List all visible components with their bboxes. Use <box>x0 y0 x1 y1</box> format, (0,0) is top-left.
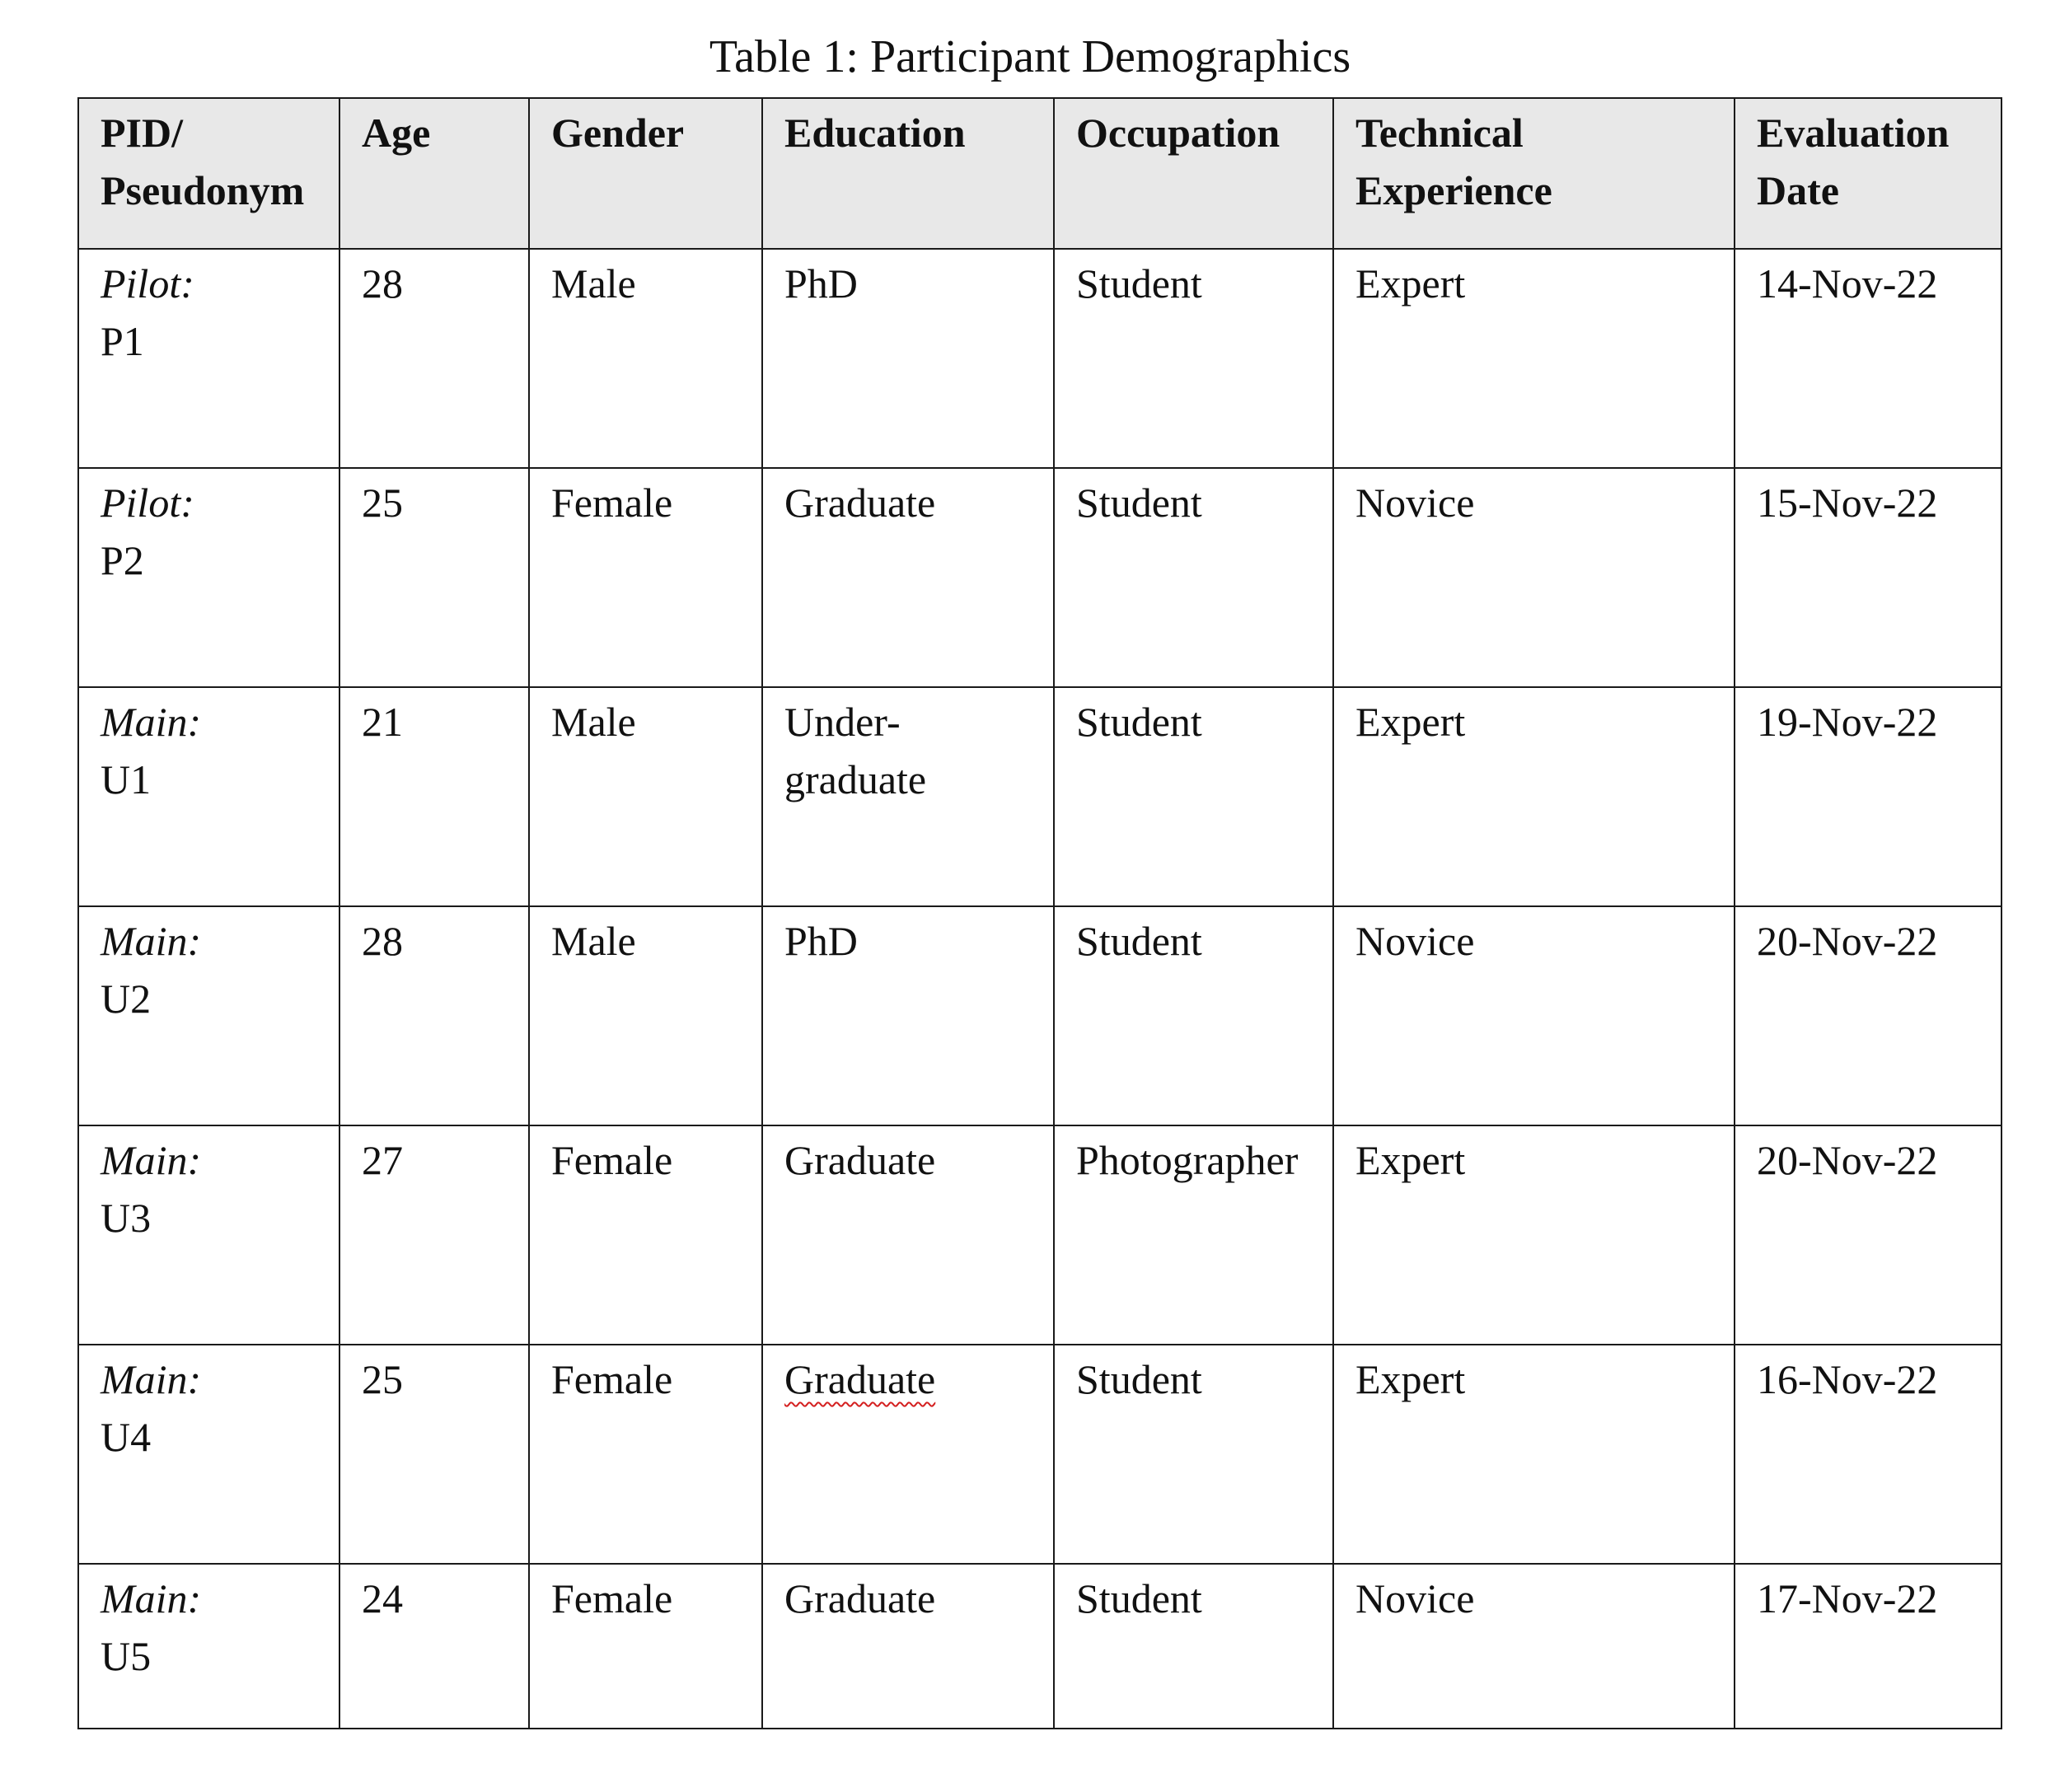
cell-occupation: Student <box>1054 249 1333 468</box>
cell-experience: Expert <box>1333 1125 1735 1345</box>
cell-occupation: Student <box>1054 1345 1333 1564</box>
cell-age: 24 <box>339 1564 529 1729</box>
cell-gender: Male <box>529 906 762 1125</box>
cell-gender: Female <box>529 1345 762 1564</box>
table-row <box>78 687 2001 906</box>
cell-age: 25 <box>339 468 529 687</box>
table-row <box>78 1564 2001 1729</box>
cell-pseudonym: U4 <box>101 1414 152 1460</box>
cell-date: 20-Nov-22 <box>1735 906 2001 1125</box>
cell-occupation: Photographer <box>1054 1125 1333 1345</box>
cell-pid <box>78 906 339 1125</box>
cell-occupation: Student <box>1054 468 1333 687</box>
cell-occupation: Student <box>1054 1564 1333 1729</box>
cell-gender: Male <box>529 249 762 468</box>
table-row <box>78 468 2001 687</box>
cell-pid <box>78 1564 339 1729</box>
cell-education-text-line1: Under- <box>784 699 901 745</box>
cell-group: Main: <box>101 1137 202 1183</box>
cell-age: 28 <box>339 249 529 468</box>
cell-date: 15-Nov-22 <box>1735 468 2001 687</box>
cell-education-text: Graduate <box>784 480 936 526</box>
cell-experience: Novice <box>1333 906 1735 1125</box>
cell-experience: Expert <box>1333 687 1735 906</box>
header-tech-line1: Technical <box>1355 110 1524 156</box>
cell-group: Main: <box>101 918 202 964</box>
cell-date: 14-Nov-22 <box>1735 249 2001 468</box>
cell-education-text: Graduate <box>784 1137 936 1183</box>
header-row <box>78 98 2001 249</box>
cell-education-text: PhD <box>784 918 858 964</box>
cell-experience: Novice <box>1333 468 1735 687</box>
table-row <box>78 906 2001 1125</box>
cell-education <box>762 1564 1054 1729</box>
cell-group: Main: <box>101 699 202 745</box>
cell-gender: Female <box>529 1125 762 1345</box>
cell-age: 25 <box>339 1345 529 1564</box>
cell-education <box>762 906 1054 1125</box>
cell-education-text: Graduate <box>784 1575 936 1621</box>
header-eval-line1: Evaluation <box>1757 110 1950 156</box>
table-caption: Table 1: Participant Demographics <box>709 31 1351 82</box>
table-row <box>78 1345 2001 1564</box>
cell-pid <box>78 249 339 468</box>
cell-group: Main: <box>101 1575 202 1621</box>
cell-experience: Expert <box>1333 1345 1735 1564</box>
header-eval-line2: Date <box>1757 167 1839 213</box>
cell-pid <box>78 1125 339 1345</box>
cell-date: 20-Nov-22 <box>1735 1125 2001 1345</box>
cell-education <box>762 687 1054 906</box>
cell-date: 19-Nov-22 <box>1735 687 2001 906</box>
cell-occupation: Student <box>1054 906 1333 1125</box>
cell-age: 21 <box>339 687 529 906</box>
header-evaluation-date <box>1735 98 2001 249</box>
header-technical-experience <box>1333 98 1735 249</box>
cell-education-text-line2: graduate <box>784 756 927 802</box>
cell-pseudonym: U2 <box>101 976 152 1022</box>
cell-pid <box>78 687 339 906</box>
cell-education <box>762 1345 1054 1564</box>
cell-age: 28 <box>339 906 529 1125</box>
cell-occupation: Student <box>1054 687 1333 906</box>
cell-gender: Female <box>529 1564 762 1729</box>
cell-pseudonym: U3 <box>101 1195 152 1241</box>
cell-pseudonym: U1 <box>101 756 152 802</box>
table-row <box>78 249 2001 468</box>
cell-age: 27 <box>339 1125 529 1345</box>
cell-pid <box>78 468 339 687</box>
cell-date: 17-Nov-22 <box>1735 1564 2001 1729</box>
cell-education <box>762 468 1054 687</box>
cell-group: Main: <box>101 1356 202 1402</box>
cell-education <box>762 1125 1054 1345</box>
header-pid-line2: Pseudonym <box>101 167 305 213</box>
cell-pseudonym: P1 <box>101 318 144 364</box>
cell-group: Pilot: <box>101 260 194 306</box>
header-occupation: Occupation <box>1054 98 1333 249</box>
header-gender: Gender <box>529 98 762 249</box>
table-row <box>78 1125 2001 1345</box>
cell-education <box>762 249 1054 468</box>
cell-pseudonym: U5 <box>101 1633 152 1679</box>
cell-gender: Female <box>529 468 762 687</box>
cell-pid <box>78 1345 339 1564</box>
cell-gender: Male <box>529 687 762 906</box>
cell-experience: Expert <box>1333 249 1735 468</box>
header-age: Age <box>339 98 529 249</box>
cell-date: 16-Nov-22 <box>1735 1345 2001 1564</box>
cell-group: Pilot: <box>101 480 194 526</box>
header-pid <box>78 98 339 249</box>
cell-pseudonym: P2 <box>101 537 144 583</box>
cell-education-text-spellcheck: Graduate <box>784 1356 936 1402</box>
cell-experience: Novice <box>1333 1564 1735 1729</box>
header-pid-line1: PID/ <box>101 110 183 156</box>
header-tech-line2: Experience <box>1355 167 1552 213</box>
participant-demographics-table <box>77 97 2002 1729</box>
cell-education-text: PhD <box>784 260 858 306</box>
header-education: Education <box>762 98 1054 249</box>
